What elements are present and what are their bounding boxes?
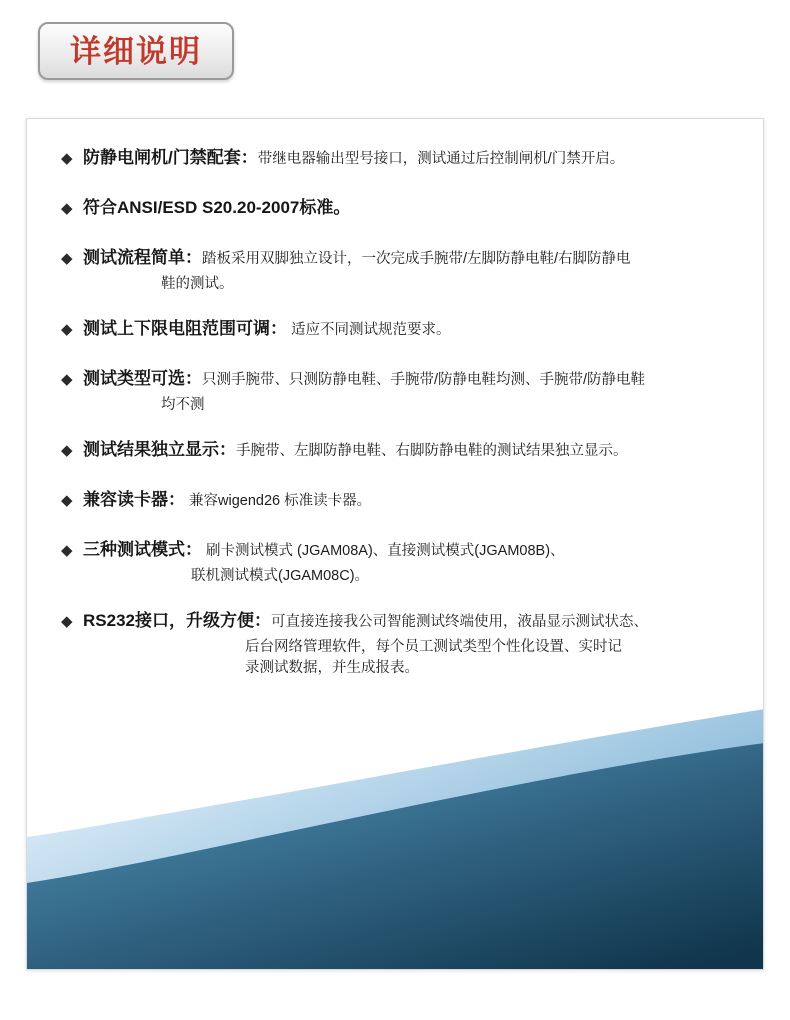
list-item-body (83, 316, 739, 343)
list-item-rest: 踏板采用双脚独立设计，一次完成手腕带/左脚防静电鞋/右脚防静电 (202, 251, 631, 267)
list-item (61, 608, 739, 677)
page-title: 详细说明 (70, 33, 202, 69)
feature-list (27, 119, 763, 677)
diamond-bullet-icon: ◆ (61, 613, 73, 630)
list-item (61, 366, 739, 414)
list-item-continuation: 联机测试模式(JGAM08C)。 (191, 568, 370, 584)
list-item-line (83, 537, 739, 564)
diamond-bullet-icon: ◆ (61, 321, 73, 338)
list-item-lead: 测试流程简单： (83, 248, 202, 267)
list-item-continuation: 后台网络管理软件，每个员工测试类型个性化设置、实时记 (245, 639, 622, 655)
list-item-body (83, 245, 739, 293)
list-item-rest: 带继电器输出型号接口，测试通过后控制闸机/门禁开启。 (257, 151, 625, 167)
detail-panel (26, 118, 764, 970)
diamond-bullet-icon: ◆ (61, 371, 73, 388)
page-title-badge (38, 22, 234, 80)
list-item (61, 145, 739, 172)
list-item-body (83, 487, 739, 514)
list-item-lead: 兼容读卡器： (83, 490, 185, 509)
diamond-bullet-icon: ◆ (61, 542, 73, 559)
list-item-line (83, 366, 739, 393)
list-item-rest: 手腕带、左脚防静电鞋、右脚防静电鞋的测试结果独立显示。 (236, 443, 628, 459)
list-item-line (83, 145, 739, 172)
list-item-rest: 只测手腕带、只测防静电鞋、手腕带/防静电鞋均测、手腕带/防静电鞋 (202, 372, 646, 388)
list-item-lead: RS232接口，升级方便： (83, 611, 271, 630)
list-item (61, 316, 739, 343)
list-item-rest: 可直接连接我公司智能测试终端使用，液晶显示测试状态、 (270, 614, 648, 630)
list-item (61, 487, 739, 514)
list-item (61, 195, 739, 222)
list-item-lead: 测试类型可选： (83, 369, 202, 388)
list-item-continuation: 均不测 (161, 397, 205, 413)
list-item-body (83, 195, 739, 222)
list-item-rest: 兼容wigend26 标准读卡器。 (185, 493, 372, 509)
list-item-continuation: 鞋的测试。 (161, 276, 234, 292)
list-item-line (83, 245, 739, 272)
list-item-body (83, 537, 739, 585)
diamond-bullet-icon: ◆ (61, 150, 73, 167)
list-item-lead: 防静电闸机/门禁配套： (83, 148, 258, 167)
diamond-bullet-icon: ◆ (61, 200, 73, 217)
list-item (61, 437, 739, 464)
list-item-body (83, 608, 739, 677)
diamond-bullet-icon: ◆ (61, 250, 73, 267)
list-item-continuation: 录测试数据，并生成报表。 (245, 660, 419, 676)
list-item (61, 245, 739, 293)
list-item-lead: 测试上下限电阻范围可调： (83, 319, 287, 338)
list-item-line (83, 437, 739, 464)
list-item-lead: 三种测试模式： (83, 540, 202, 559)
list-item-line (83, 316, 739, 343)
list-item-line (83, 608, 739, 635)
list-item-rest: 适应不同测试规范要求。 (287, 322, 451, 338)
diamond-bullet-icon: ◆ (61, 442, 73, 459)
list-item-line (83, 195, 739, 222)
list-item-body (83, 145, 739, 172)
list-item-rest: 刷卡测试模式 (JGAM08A)、直接测试模式(JGAM08B)、 (202, 543, 565, 559)
list-item-line (83, 487, 739, 514)
list-item-body (83, 366, 739, 414)
diamond-bullet-icon: ◆ (61, 492, 73, 509)
list-item-body (83, 437, 739, 464)
list-item-lead: 符合ANSI/ESD S20.20-2007标准。 (83, 198, 351, 217)
decorative-wave-graphic (27, 709, 764, 969)
list-item (61, 537, 739, 585)
list-item-lead: 测试结果独立显示： (83, 440, 236, 459)
